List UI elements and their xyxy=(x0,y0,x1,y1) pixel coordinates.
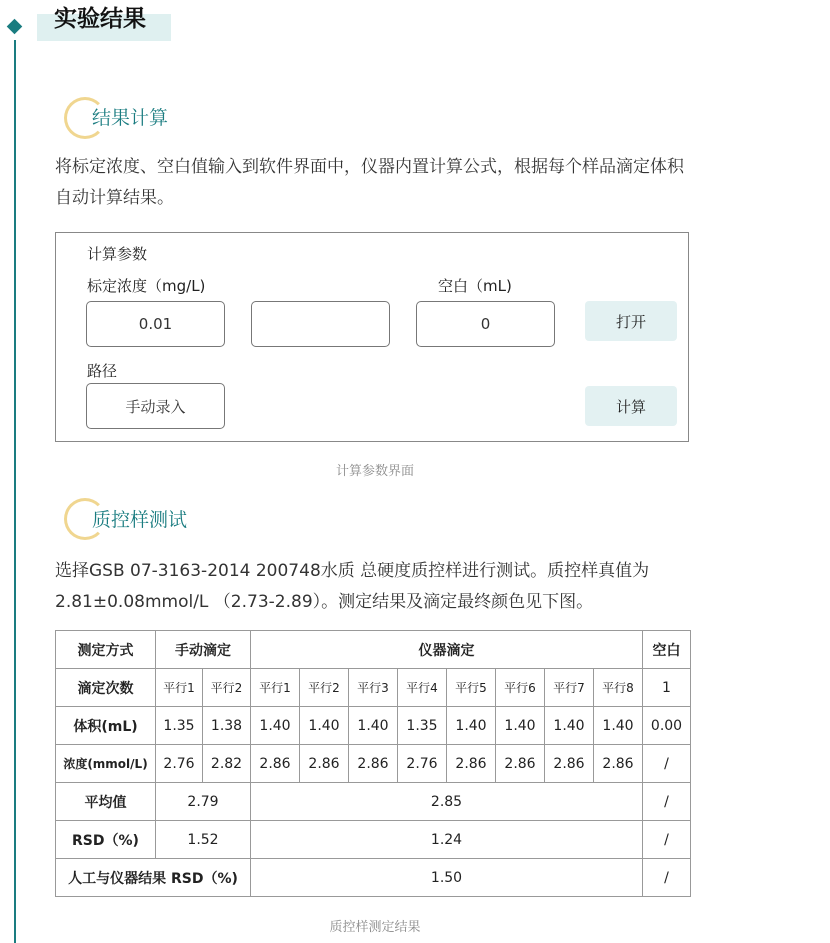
row-label: 浓度(mmol/L) xyxy=(56,745,156,783)
row-label: 体积(mL) xyxy=(56,707,156,745)
cell: 1.52 xyxy=(156,821,251,859)
cell: 1 xyxy=(643,669,691,707)
qc-heading: 质控样测试 xyxy=(92,509,188,531)
table-row xyxy=(56,745,691,783)
row-label: 人工与仪器结果 RSD（%) xyxy=(56,859,251,897)
cell: 2.86 xyxy=(594,745,643,783)
calc-caption: 计算参数界面 xyxy=(335,464,414,479)
header-cell: 测定方式 xyxy=(56,631,156,669)
cell: 1.40 xyxy=(447,707,496,745)
middle-input[interactable] xyxy=(251,301,390,347)
qc-results-table xyxy=(55,630,691,897)
calc-params-panel xyxy=(55,232,689,442)
cell: 平行6 xyxy=(496,669,545,707)
calc-description: 将标定浓度、空白值输入到软件界面中，仪器内置计算公式，根据每个样品滴定体积自动计算结果。 xyxy=(55,157,684,208)
open-button[interactable]: 打开 xyxy=(585,301,677,341)
row-label: RSD（%) xyxy=(56,821,156,859)
cell: 1.40 xyxy=(300,707,349,745)
cell: 平行8 xyxy=(594,669,643,707)
conc-label: 标定浓度（mg/L) xyxy=(87,277,206,295)
cell: 平行5 xyxy=(447,669,496,707)
path-label: 路径 xyxy=(87,362,118,380)
cell: 2.86 xyxy=(251,745,300,783)
table-row xyxy=(56,859,691,897)
cell: 1.40 xyxy=(496,707,545,745)
blank-label: 空白（mL) xyxy=(438,277,512,295)
table-row xyxy=(56,707,691,745)
cell: 1.24 xyxy=(251,821,643,859)
qc-caption: 质控样测定结果 xyxy=(329,920,421,935)
cell: 2.86 xyxy=(545,745,594,783)
cell: 2.76 xyxy=(156,745,203,783)
calc-button[interactable]: 计算 xyxy=(585,386,677,426)
cell: 平行4 xyxy=(398,669,447,707)
cell: 1.40 xyxy=(594,707,643,745)
path-input[interactable]: 手动录入 xyxy=(86,383,225,429)
cell: 1.40 xyxy=(349,707,398,745)
header-cell: 手动滴定 xyxy=(156,631,251,669)
cell: 2.86 xyxy=(447,745,496,783)
table-row xyxy=(56,821,691,859)
table-row xyxy=(56,669,691,707)
cell: 1.35 xyxy=(398,707,447,745)
timeline-line xyxy=(14,40,16,943)
row-label: 滴定次数 xyxy=(56,669,156,707)
cell: / xyxy=(643,859,691,897)
header-cell: 仪器滴定 xyxy=(251,631,643,669)
cell: 2.86 xyxy=(496,745,545,783)
cell: 1.35 xyxy=(156,707,203,745)
cell: 1.50 xyxy=(251,859,643,897)
cell: 2.86 xyxy=(300,745,349,783)
diamond-marker-icon xyxy=(7,19,23,35)
cell: 2.82 xyxy=(203,745,251,783)
cell: 平行2 xyxy=(300,669,349,707)
cell: 0.00 xyxy=(643,707,691,745)
table-row xyxy=(56,783,691,821)
cell: 平行3 xyxy=(349,669,398,707)
cell: 平行1 xyxy=(251,669,300,707)
cell: / xyxy=(643,745,691,783)
qc-description: 选择GSB 07-3163-2014 200748水质 总硬度质控样进行测试。质控样真值为2.81±0.08mmol/L （2.73-2.89）。测定结果及滴定最终颜色见下图。 xyxy=(55,561,650,612)
section-title: 实验结果 xyxy=(54,6,146,32)
group-title: 计算参数 xyxy=(87,245,148,263)
calc-heading: 结果计算 xyxy=(92,107,169,129)
cell: / xyxy=(643,783,691,821)
cell: 平行7 xyxy=(545,669,594,707)
conc-input[interactable]: 0.01 xyxy=(86,301,225,347)
cell: 平行1 xyxy=(156,669,203,707)
cell: / xyxy=(643,821,691,859)
cell: 1.40 xyxy=(251,707,300,745)
cell: 2.76 xyxy=(398,745,447,783)
cell: 2.79 xyxy=(156,783,251,821)
cell: 1.38 xyxy=(203,707,251,745)
row-label: 平均值 xyxy=(56,783,156,821)
table-row xyxy=(56,631,691,669)
cell: 2.85 xyxy=(251,783,643,821)
cell: 2.86 xyxy=(349,745,398,783)
cell: 1.40 xyxy=(545,707,594,745)
blank-input[interactable]: 0 xyxy=(416,301,555,347)
header-cell: 空白 xyxy=(643,631,691,669)
cell: 平行2 xyxy=(203,669,251,707)
